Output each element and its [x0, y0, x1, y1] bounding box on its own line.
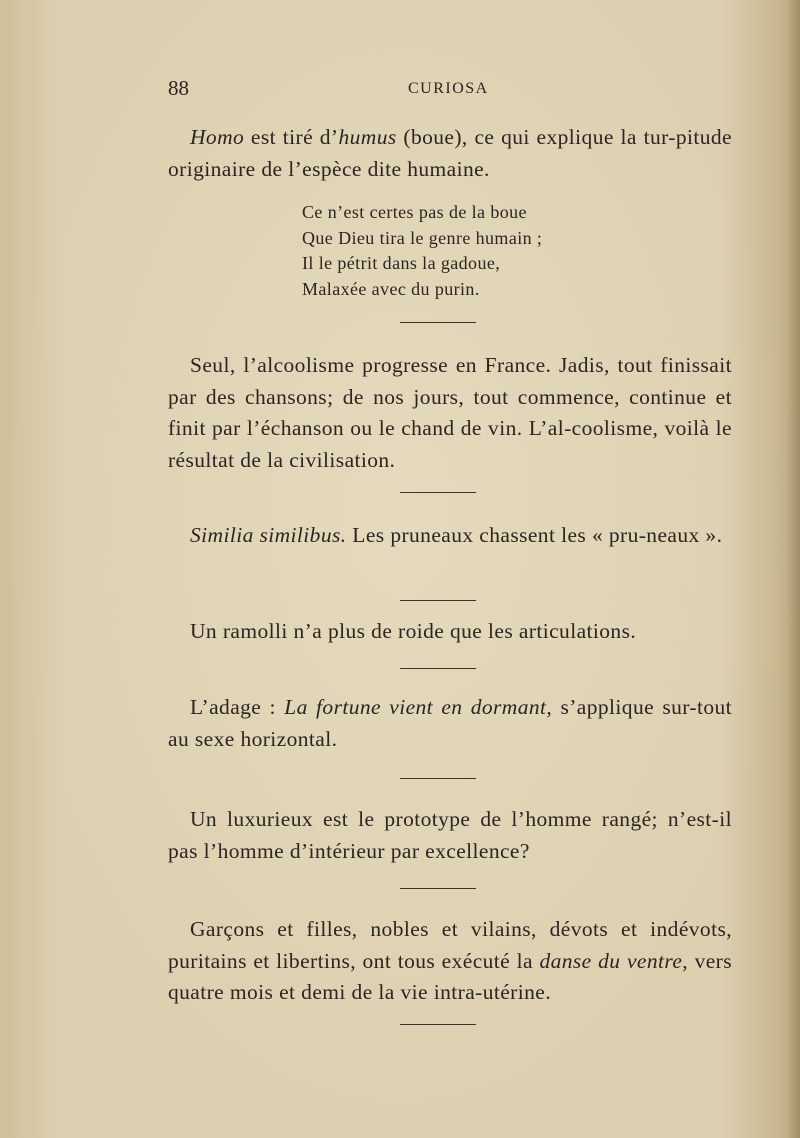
page-header	[168, 76, 728, 102]
section-divider	[400, 322, 476, 323]
section-divider	[400, 778, 476, 779]
verse-line: Il le pétrit dans la gadoue,	[302, 253, 501, 273]
italic-danse: danse du ventre	[539, 948, 683, 973]
paragraph-alcoolisme	[168, 350, 732, 476]
italic-similia: Similia similibus.	[190, 523, 347, 547]
paragraph-similia	[168, 520, 732, 552]
section-divider	[400, 888, 476, 889]
page-number: 88	[168, 76, 189, 100]
italic-humus: humus	[338, 125, 397, 149]
text-garcons-2: , vers quatre mois et demi de la vie intra-utérine.	[168, 948, 732, 1004]
text-garcons-1: Garçons et filles, nobles et vilains, dévots et indévots, puritains et libertins, ont tous exécuté la	[168, 917, 732, 973]
text-adage-2: , s’applique sur-tout au sexe horizontal.	[168, 695, 732, 751]
paragraph-adage	[168, 692, 732, 755]
paragraph-luxurieux	[168, 804, 732, 867]
text-adage-1: L’adage :	[190, 695, 285, 719]
text-homo-2: (boue), ce qui explique la tur-pitude originaire de l’espèce dite humaine.	[168, 125, 732, 181]
paragraph-garcons	[168, 914, 732, 1009]
text-similia: Les pruneaux chassent les « pru-neaux ».	[346, 523, 723, 547]
section-divider	[400, 492, 476, 493]
text-alcoolisme: Seul, l’alcoolisme progresse en France. Jadis, tout finissait par des chansons; de nos jours, tout commence, continue et finit par l’échanson ou le chand de vin. L’al-coolisme, voilà le résultat de la civilisation.	[168, 353, 732, 472]
verse-line: Que Dieu tira le genre humain ;	[302, 227, 543, 248]
page-edge-shadow	[786, 0, 800, 1138]
running-head: CURIOSA	[408, 80, 489, 97]
verse-block	[302, 200, 542, 302]
section-divider	[400, 600, 476, 601]
italic-fortune: La fortune vient en dormant	[284, 695, 547, 719]
italic-homo: Homo	[190, 125, 245, 149]
section-divider	[400, 1024, 476, 1025]
text-ramolli: Un ramolli n’a plus de roide que les articulations.	[190, 619, 637, 643]
text-homo-1: est tiré d’	[244, 125, 339, 149]
paragraph-homo	[168, 122, 732, 185]
text-luxurieux: Un luxurieux est le prototype de l’homme rangé; n’est-il pas l’homme d’intérieur par excellence?	[168, 807, 732, 863]
paragraph-ramolli	[168, 616, 732, 648]
verse-line: Ce n’est certes pas de la boue	[302, 202, 527, 222]
verse-line: Malaxée avec du purin.	[302, 278, 480, 299]
section-divider	[400, 668, 476, 669]
